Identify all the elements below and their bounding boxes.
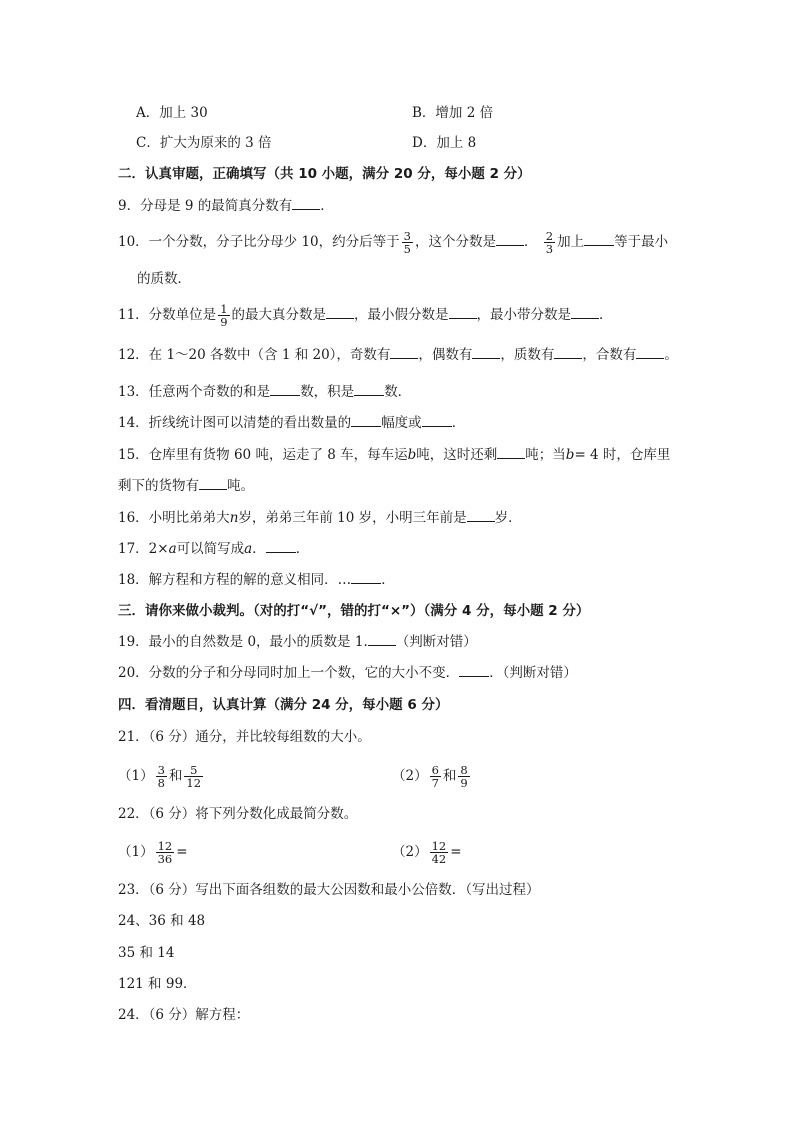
question-22-part-1	[118, 840, 188, 865]
variable-b: b	[407, 447, 417, 463]
q19-text: 19．最小的自然数是 0，最小的质数是 1.	[118, 634, 368, 650]
fraction	[430, 840, 449, 865]
answer-blank[interactable]	[326, 306, 354, 319]
fraction	[184, 764, 203, 789]
q10-text-b: ，这个分数是	[414, 234, 496, 250]
part-label: （2）	[392, 844, 428, 860]
fraction-denominator: 7	[431, 776, 439, 790]
part-label: （1）	[118, 768, 154, 784]
fraction-numerator: 3	[403, 229, 411, 243]
fraction-numerator: 1	[220, 302, 228, 316]
q13-text: 13．任意两个奇数的和是	[118, 384, 271, 400]
fraction	[458, 764, 469, 789]
q12-text-b: ，偶数有	[418, 347, 473, 363]
q20-text: 20．分数的分子和分母同时加上一个数，它的大小不变．	[118, 665, 460, 681]
part-label: （1）	[118, 844, 154, 860]
q11-text-b: 的最大真分数是	[231, 307, 327, 323]
question-23-row-3	[118, 975, 197, 993]
q22-text: 22．（6 分）将下列分数化成最简分数。	[118, 806, 358, 822]
option-b-text: B．增加 2 倍	[412, 105, 494, 121]
option-a	[136, 104, 208, 122]
answer-blank[interactable]	[554, 346, 582, 359]
fraction-denominator: 8	[157, 776, 165, 790]
question-20	[118, 664, 577, 682]
section-3-title	[118, 602, 589, 620]
section-2-title	[118, 165, 531, 183]
answer-blank[interactable]	[354, 383, 384, 396]
q18-text: 18．解方程和方程的解的意义相同．…	[118, 572, 352, 588]
question-23	[118, 881, 540, 899]
answer-blank[interactable]	[449, 306, 477, 319]
answer-blank[interactable]	[199, 477, 227, 490]
q14-text-b: 幅度或	[381, 415, 422, 431]
variable-a: a	[244, 541, 253, 557]
fraction-denominator: 42	[431, 852, 447, 866]
q23-row-text: 24、36 和 48	[118, 913, 206, 929]
answer-blank[interactable]	[351, 571, 381, 584]
answer-blank[interactable]	[497, 446, 525, 459]
q11-text: 11．分数单位是	[118, 307, 217, 323]
section-4-title-text: 四．看清题目，认真计算（满分 24 分，每小题 6 分）	[118, 697, 449, 713]
q12-text-c: ，质数有	[500, 347, 555, 363]
question-11	[118, 303, 613, 328]
q10-text-e: 等于最小	[614, 234, 669, 250]
q16-text: 16．小明比弟弟大	[118, 510, 230, 526]
q15-text-b: 吨，这时还剩	[416, 447, 498, 463]
fraction-denominator: 9	[220, 315, 228, 329]
q14-text: 14．折线统计图可以清楚的看出数量的	[118, 415, 352, 431]
section-3-title-text: 三．请你来做小裁判。（对的打“√”，错的打“×”）（满分 4 分，每小题 2 分）	[118, 603, 590, 619]
fraction-numerator: 8	[460, 763, 468, 777]
q16-text-c: 岁．	[494, 510, 522, 526]
q10-line2-text: 的质数．	[137, 271, 191, 287]
q20-judgement: ．（判断对错）	[489, 665, 577, 681]
question-21	[118, 728, 371, 746]
answer-blank[interactable]	[351, 414, 381, 427]
fraction-denominator: 36	[157, 852, 173, 866]
question-14	[118, 414, 465, 432]
section-2-title-text: 二．认真审题，正确填写（共 10 小题，满分 20 分，每小题 2 分）	[118, 166, 531, 182]
equals-sign: =	[176, 844, 188, 860]
variable-b: b	[565, 447, 575, 463]
answer-blank[interactable]	[571, 306, 599, 319]
q10-text-d: 加上	[557, 234, 585, 250]
answer-blank[interactable]	[496, 233, 524, 246]
fraction-numerator: 2	[545, 229, 554, 243]
fraction	[402, 230, 413, 255]
question-23-row-1	[118, 912, 205, 930]
fraction	[218, 303, 229, 328]
answer-blank[interactable]	[422, 414, 452, 427]
fraction	[430, 764, 441, 789]
question-15-line-2	[118, 477, 254, 495]
option-c-text: C．扩大为原来的 3 倍	[136, 135, 272, 151]
q17-text-c: ．	[252, 541, 266, 557]
fraction-numerator: 6	[431, 763, 439, 777]
answer-blank[interactable]	[472, 346, 500, 359]
question-22-part-2	[392, 840, 462, 865]
q14-text-c: ．	[451, 415, 466, 431]
q23-row-text: 35 和 14	[118, 945, 175, 961]
q17-text: 17．2×	[118, 541, 169, 557]
q23-text: 23．（6 分）写出下面各组数的最大公因数和最小公倍数．（写出过程）	[118, 882, 540, 898]
question-21-part-1	[118, 764, 205, 789]
q18-text-b: ．	[381, 572, 395, 588]
option-d-text: D．加上 8	[412, 135, 477, 151]
question-21-part-2	[392, 764, 472, 789]
q10-text-c: ．	[523, 234, 538, 250]
q13-text-b: 数，积是	[300, 384, 355, 400]
equals-sign: =	[450, 844, 462, 860]
fraction-denominator: 12	[186, 776, 202, 790]
q21-text: 21．（6 分）通分，并比较每组数的大小。	[118, 729, 371, 745]
q12-text: 12．在 1～20 各数中（含 1 和 20），奇数有	[118, 347, 391, 363]
fraction-numerator: 12	[157, 839, 173, 853]
part-label: （2）	[392, 768, 428, 784]
and-text: 和	[442, 768, 457, 784]
variable-a: a	[168, 541, 177, 557]
answer-blank[interactable]	[459, 664, 489, 677]
option-a-text: A．加上 30	[136, 105, 208, 121]
fraction-numerator: 5	[184, 764, 203, 777]
fraction-denominator: 5	[403, 242, 411, 256]
question-17	[118, 540, 309, 558]
answer-blank[interactable]	[636, 346, 664, 359]
section-4-title	[118, 696, 448, 714]
answer-blank[interactable]	[584, 233, 614, 246]
question-15	[118, 446, 670, 464]
question-16	[118, 509, 522, 527]
fraction	[544, 230, 555, 255]
question-22	[118, 805, 357, 823]
and-text: 和	[168, 768, 183, 784]
answer-blank[interactable]	[368, 633, 396, 646]
q15-text-d: = 4 时，仓库里	[574, 447, 671, 463]
variable-n: n	[229, 510, 239, 526]
q9-end: ．	[320, 198, 334, 214]
question-19	[118, 633, 477, 651]
answer-blank[interactable]	[266, 540, 296, 553]
q11-text-d: ，最小带分数是	[476, 307, 572, 323]
q15-line2-end: 吨。	[227, 478, 254, 494]
question-9	[118, 197, 334, 215]
q17-text-d: ．	[295, 541, 310, 557]
q12-text-d: ，合数有	[582, 347, 637, 363]
q10-text: 10．一个分数，分子比分母少 10，约分后等于	[118, 234, 400, 250]
q13-text-c: 数．	[384, 384, 412, 400]
q12-text-e: 。	[664, 347, 678, 363]
fraction-numerator: 3	[157, 763, 165, 777]
option-c	[136, 134, 272, 152]
question-13	[118, 383, 411, 401]
answer-blank[interactable]	[467, 509, 495, 522]
q15-text-c: 吨；当	[525, 447, 566, 463]
q15-line2-text: 剩下的货物有	[118, 478, 199, 494]
q15-text: 15．仓库里有货物 60 吨，运走了 8 车，每车运	[118, 447, 408, 463]
question-10-line-2	[137, 270, 191, 288]
answer-blank[interactable]	[292, 197, 320, 210]
question-10	[118, 230, 668, 255]
fraction	[156, 840, 175, 865]
q9-text: 9．分母是 9 的最简真分数有	[118, 198, 293, 214]
fraction-denominator: 9	[460, 776, 468, 790]
answer-blank[interactable]	[390, 346, 418, 359]
answer-blank[interactable]	[270, 383, 300, 396]
question-12	[118, 346, 678, 364]
q23-row-text: 121 和 99．	[118, 976, 197, 992]
fraction-denominator: 3	[545, 242, 554, 256]
option-d	[412, 134, 476, 152]
q24-text: 24．（6 分）解方程：	[118, 1007, 250, 1023]
q11-text-e: ．	[599, 307, 613, 323]
fraction-numerator: 12	[431, 839, 447, 853]
q16-text-b: 岁，弟弟三年前 10 岁，小明三年前是	[238, 510, 467, 526]
q19-judgement: （判断对错）	[395, 634, 477, 650]
question-24	[118, 1006, 249, 1024]
fraction	[156, 764, 167, 789]
option-b	[412, 104, 493, 122]
question-18	[118, 571, 395, 589]
q17-text-b: 可以简写成	[176, 541, 245, 557]
q11-text-c: ，最小假分数是	[354, 307, 449, 323]
question-23-row-2	[118, 944, 174, 962]
